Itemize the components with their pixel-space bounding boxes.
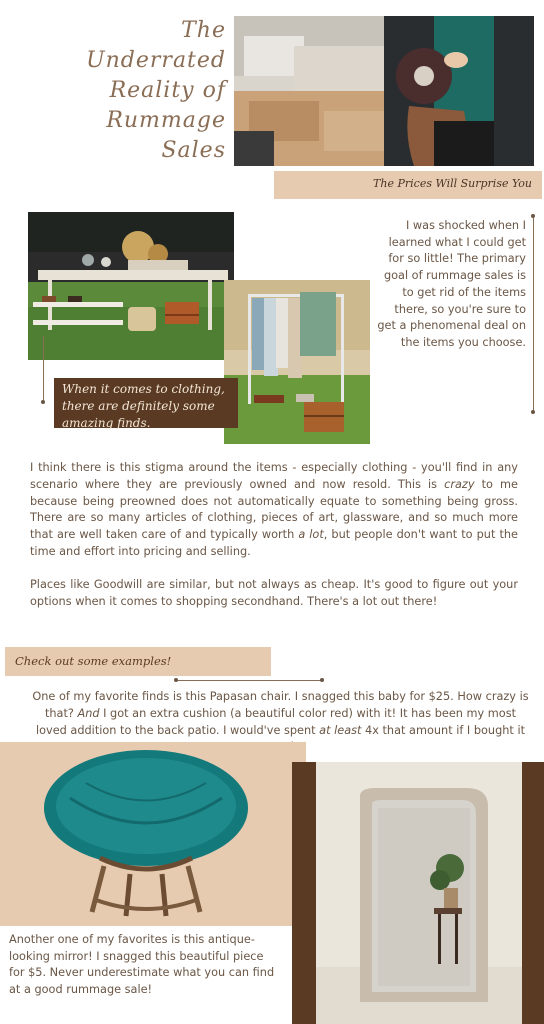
body-text [30, 460, 518, 626]
clothing-rack-photo [224, 280, 370, 444]
accent-dot [531, 214, 535, 218]
body-text-segment: to me because being preowned does not automatically equate to something being gross. There are so many articles of clothing, pieces of art, glassware, and so much more that are well taken care of and typically worth [30, 477, 518, 542]
papasan-text-segment: I got an extra cushion (a beautiful color red) with it! It has been my most loved addition to the back patio. I would've spent [35, 706, 517, 737]
title-line: Underrated [86, 48, 226, 73]
clothing-caption: When it comes to clothing, there are definitely some amazing finds. [62, 382, 225, 430]
papasan-text-segment: One of my favorite finds is this Papasan chair. I snagged this baby for $25. How crazy is that? [32, 690, 529, 720]
accent-dot [320, 678, 324, 682]
divider-line [176, 680, 322, 681]
body-text-segment: , but people don't want to put the time and effort into pricing and selling. [30, 528, 518, 558]
hero-photo [234, 16, 534, 166]
title-line: Sales [161, 138, 226, 163]
mirror-paragraph: Another one of my favorites is this antique-looking mirror! I snagged this beautiful piece for $5. Never underestimate what you can find at a good rummage sale! [9, 933, 275, 996]
subtitle-band [274, 171, 542, 199]
accent-dot [174, 678, 178, 682]
accent-line-right [533, 218, 534, 412]
title-line: Reality of [109, 78, 226, 103]
body-paragraph-2: Places like Goodwill are similar, but not always as cheap. It's good to figure out your options when it comes to shopping secondhand. There's a lot out there! [30, 577, 518, 608]
subtitle: The Prices Will Surprise You [373, 177, 532, 190]
accent-dot [531, 410, 535, 414]
title-line: Rummage [106, 108, 226, 133]
emphasis: And [77, 706, 100, 720]
intro-paragraph: I was shocked when I learned what I could get for so little! The primary goal of rummage sales is to get rid of the items there, so you're sure to get a phenomenal deal on the items you choose. [377, 219, 526, 349]
rummage-table-illustration [28, 212, 234, 360]
title-line: The [181, 18, 226, 43]
body-paragraph-1 [30, 460, 518, 561]
emphasis: crazy [444, 477, 475, 491]
mirror-photo [316, 762, 522, 1024]
examples-label-box [5, 647, 271, 676]
hero-photo-illustration [234, 16, 534, 166]
accent-dot [41, 400, 45, 404]
rummage-table-photo [28, 212, 234, 360]
papasan-chair-illustration [40, 748, 252, 920]
papasan-text-segment: 4x that amount if I bought it [365, 723, 526, 737]
papasan-chair-photo [40, 748, 252, 920]
emphasis: at least [319, 723, 362, 737]
clothing-rack-illustration [224, 280, 370, 444]
clothing-caption-box [54, 378, 238, 428]
page-title [60, 16, 226, 166]
emphasis: a lot [298, 528, 324, 542]
accent-line-left [43, 336, 44, 402]
mirror-illustration [316, 762, 522, 1024]
examples-label: Check out some examples! [15, 654, 172, 668]
body-text-segment: I think there is this stigma around the items - especially clothing - you'll find in any scenario where they are previously owned and now resold. This is [30, 461, 518, 491]
